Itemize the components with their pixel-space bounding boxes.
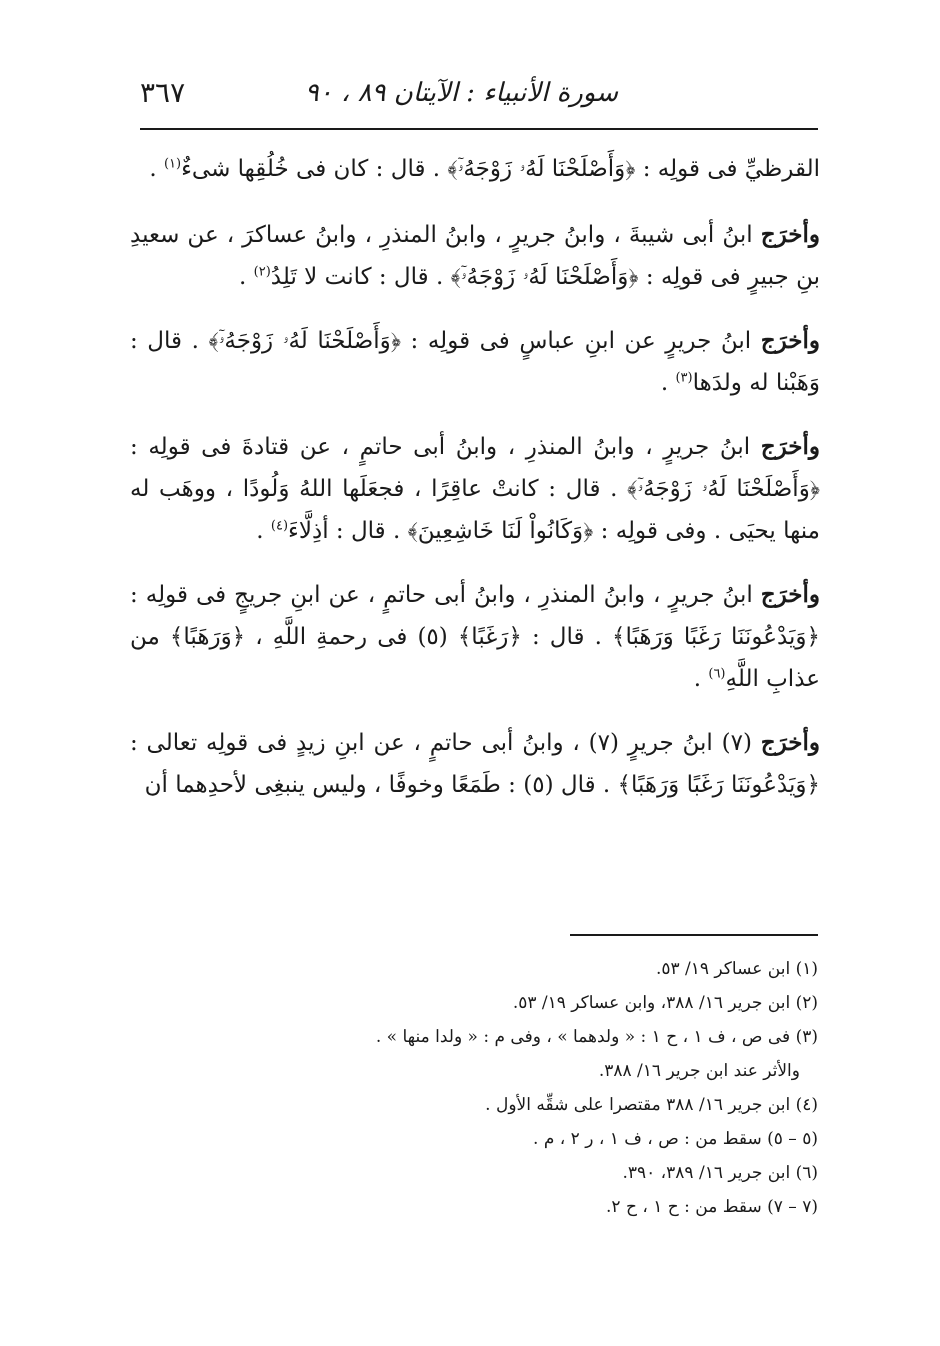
paragraph-6 xyxy=(130,722,820,806)
footnote-2: (٢) ابن جرير ١٦/ ٣٨٨، وابن عساكر ١٩/ ٥٣. xyxy=(512,993,818,1013)
paragraph-text: ابنُ أبى شيبةَ ، وابنُ جريرٍ ، وابنُ المنذرِ ، وابنُ عساكرَ ، عن سعيدِ بنِ جبيرٍ فى قولِه : ﴿وَأَصْلَحْنَا لَهُۥ زَوْجَهُۥٓ﴾ . قال : كانت لا تَلِدُ xyxy=(130,222,820,290)
paragraph-end: . xyxy=(149,156,164,182)
footnote-6: (٦) ابن جرير ١٦/ ٣٨٩، ٣٩٠. xyxy=(622,1163,818,1183)
footnote-3: (٣) فى ص ، ف ١ ، ح ١ : « ولدهما » ، وفى م : « ولدا منها » . xyxy=(375,1027,818,1047)
footnote-rule xyxy=(570,934,818,936)
footnote-ref: (٤) xyxy=(270,518,289,534)
paragraph-text: القرظيِّ فى قولِه : ﴿وَأَصْلَحْنَا لَهُۥ زَوْجَهُۥٓ﴾ . قال : كان فى خُلُقِها شىءٌ xyxy=(181,156,820,182)
footnote-3-continued: والأثر عند ابن جرير ١٦/ ٣٨٨. xyxy=(598,1061,800,1081)
paragraph-end: . xyxy=(693,666,709,692)
paragraph-text: ابنُ جريرٍ ، وابنُ المنذرِ ، وابنُ أبى حاتمٍ ، عن ابنِ جريجٍ فى قولِه : ﴿وَيَدْعُونَنَا رَغَبًا وَرَهَبًا﴾ . قال : ﴿رَغَبًا﴾ (٥) فى رحمةِ اللَّهِ ، ﴿وَرَهَبًا﴾ من عذابِ اللَّهِ xyxy=(130,582,820,692)
footnote-ref: (٢) xyxy=(253,264,271,280)
footnote-7: (٧ – ٧) سقط من : ح ١ ، ح ٢. xyxy=(606,1197,818,1217)
footnote-ref: (١) xyxy=(163,156,182,172)
paragraph-text: ابنُ جريرٍ ، وابنُ المنذرِ ، وابنُ أبى حاتمٍ ، عن قتادةَ فى قولِه : ﴿وَأَصْلَحْنَا لَهُۥ زَوْجَهُۥٓ﴾ . قال : كانتْ عاقِرًا ، فجعَلَها اللهُ وَلُودًا ، ووهَب له منها يحيَى . وفى قولِه : ﴿وَكَانُواْ لَنَا خَاشِعِينَ﴾ . قال : أذِلَّاءَ xyxy=(130,434,820,544)
header-rule xyxy=(140,128,818,130)
paragraph-lead: وأخرَج xyxy=(760,433,820,460)
paragraph-lead: وأخرَج xyxy=(760,221,820,248)
page-number: ٣٦٧ xyxy=(140,76,186,109)
paragraph-end: . xyxy=(239,264,254,290)
footnote-4: (٤) ابن جرير ١٦/ ٣٨٨ مقتصرا على شقِّه الأول . xyxy=(485,1095,818,1115)
footnote-ref: (٣) xyxy=(675,370,693,386)
running-title: سورة الأنبياء : الآيتان ٨٩ ، ٩٠ xyxy=(304,78,618,108)
paragraph-end: . xyxy=(660,370,676,396)
paragraph-text: (٧) ابنُ جريرٍ (٧) ، وابنُ أبى حاتمٍ ، عن ابنِ زيدٍ فى قولِه تعالى : ﴿وَيَدْعُونَنَا رَغَبًا وَرَهَبًا﴾ . قال (٥) : طَمَعًا وخوفًا ، وليس ينبغِى لأحدِهما أن xyxy=(130,730,820,798)
paragraph-1 xyxy=(130,148,820,190)
paragraph-end: . xyxy=(256,518,271,544)
paragraph-5 xyxy=(130,574,820,700)
footnote-ref: (٦) xyxy=(708,666,726,682)
paragraph-text: ابنُ جريرٍ عن ابنِ عباسٍ فى قولِه : ﴿وَأَصْلَحْنَا لَهُۥ زَوْجَهُۥٓ﴾ . قال : وَهَبْنا له ولدَها xyxy=(130,328,820,396)
paragraph-4 xyxy=(130,426,820,552)
paragraph-2 xyxy=(130,214,820,298)
page-header xyxy=(140,72,818,120)
footnote-5: (٥ – ٥) سقط من : ص ، ف ١ ، ر ٢ ، م . xyxy=(533,1129,818,1149)
footnotes xyxy=(300,952,818,1224)
paragraph-lead: وأخرَج xyxy=(760,581,820,608)
paragraph-lead: وأخرَج xyxy=(760,729,820,756)
paragraph-3 xyxy=(130,320,820,404)
paragraph-lead: وأخرَج xyxy=(760,327,820,354)
footnote-1: (١) ابن عساكر ١٩/ ٥٣. xyxy=(655,959,818,979)
main-text xyxy=(130,148,820,828)
